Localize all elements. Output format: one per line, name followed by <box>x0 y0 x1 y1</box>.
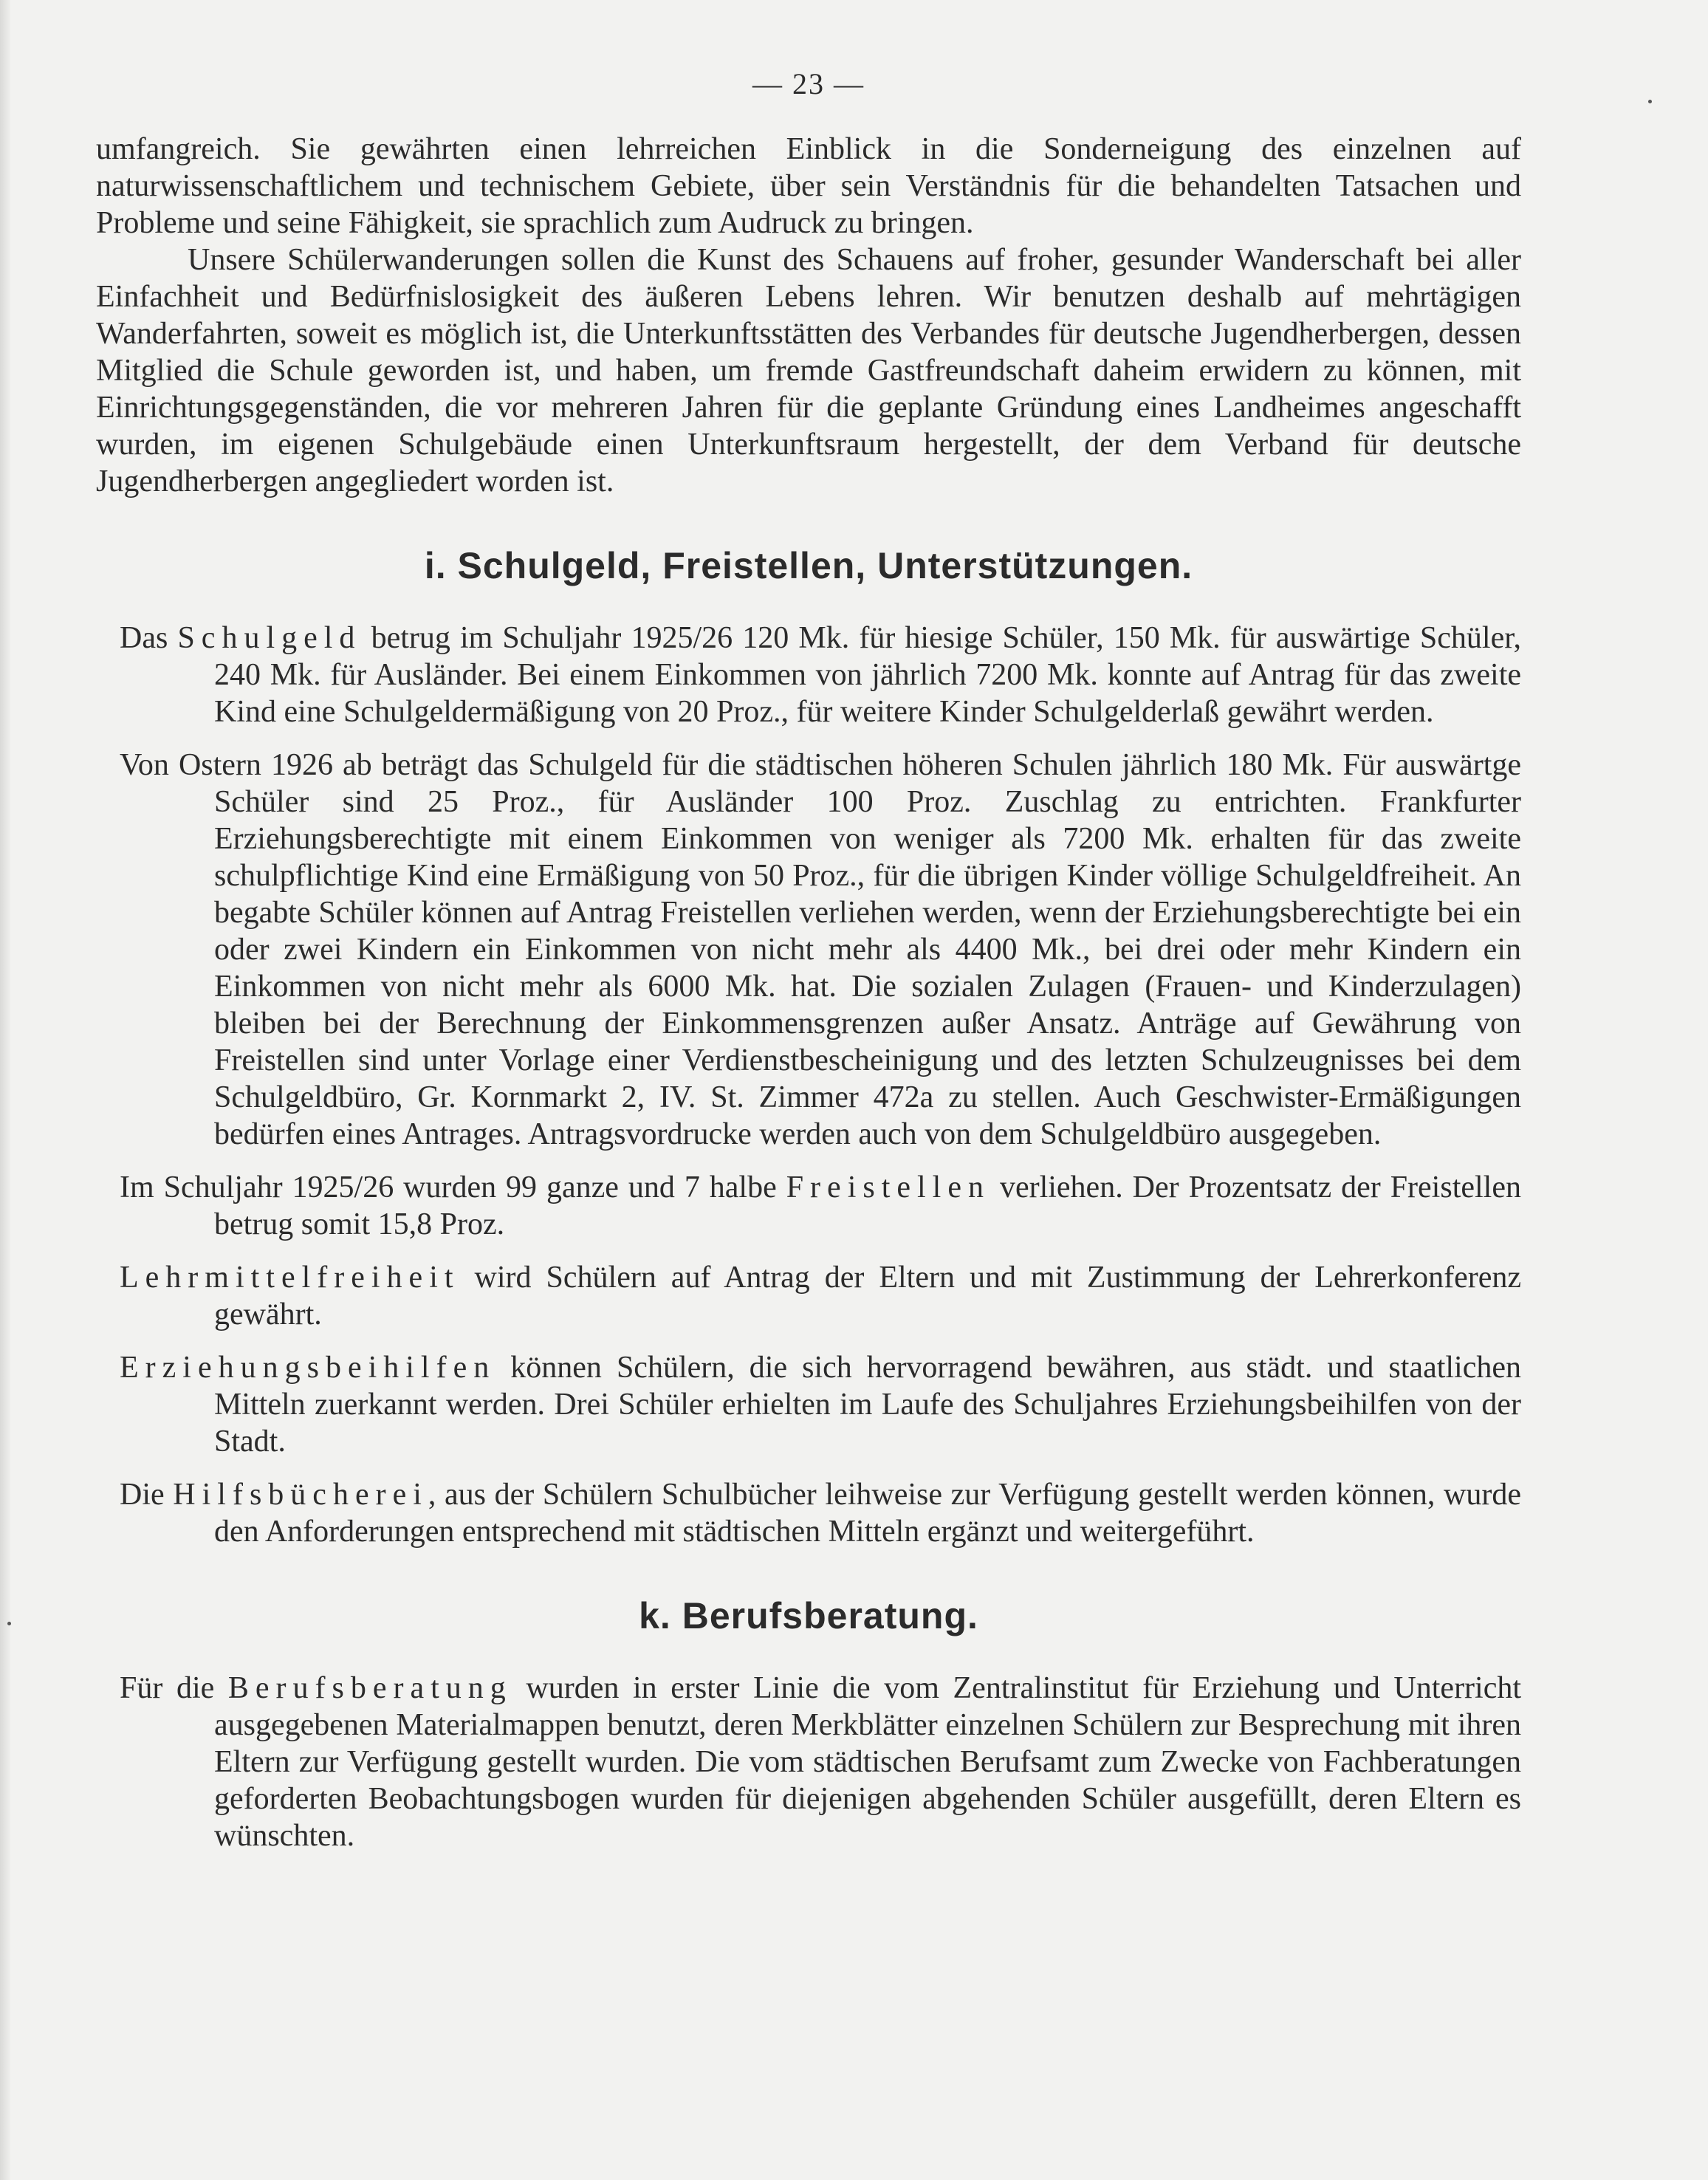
entry-term: Erziehungsbeihilfen <box>120 1351 496 1385</box>
entry-term: Hilfsbücherei <box>173 1478 428 1512</box>
entry-text: betrug im Schuljahr 1925/26 120 Mk. für hiesige Schüler, 150 Mk. für auswärtige Schüler, 240 Mk. für Ausländer. Bei einem Einkommen von jährlich 7200 Mk. konnte auf Antrag für das zweite Kind eine Schulgeldermäßigung von 20 Proz., für weitere Kinder Schulgelderlaß gewährt werden. <box>214 621 1522 729</box>
entry-text: verliehen. Der Prozentsatz der Freistellen betrug somit 15,8 Proz. <box>214 1170 1521 1241</box>
entry-prefix: Das <box>120 621 168 655</box>
entry-text: wurden in erster Linie die vom Zentralinstitut für Erziehung und Unterricht ausgegebenen Materialmappen benutzt, deren Merkblätter einzelnen Schülern zur Besprechung mit ihren Eltern zur Verfügung gestellt wurden. Die vom städtischen Berufsamt zum Zwecke von Fachberatungen geforderten Beobachtungsbogen wurden für diejenigen abgehenden Schüler ausgefüllt, deren Eltern es wünschten. <box>214 1671 1522 1853</box>
entry-term: Berufsberatung <box>227 1671 512 1705</box>
page-edge <box>0 0 10 2180</box>
tuition-entry <box>111 620 1521 730</box>
career-guidance-entry <box>111 1670 1521 1854</box>
scan-speck <box>1648 100 1652 103</box>
entry-text: Von Ostern 1926 ab beträgt das Schulgeld für die städtischen höheren Schulen jährlich 180 Mk. Für auswärtge Schüler sind 25 Proz., für Ausländer 100 Proz. Zuschlag zu entrichten. Frankfurter Erziehungsberechtigte mit einem Einkommen von weniger als 7200 Mk. erhalten für das zweite schulpflichtige Kind eine Ermäßigung von 50 Proz., für die übrigen Kinder völlige Schulgeldfreiheit. An begabte Schüler können auf Antrag Freistellen verliehen werden, wenn der Erziehungsberechtigte bei ein oder zwei Kindern ein Einkommen von nicht mehr als 4400 Mk., bei drei oder mehr Kindern ein Einkommen von nicht mehr als 6000 Mk. hat. Die sozialen Zulagen (Frauen- und Kinderzulagen) bleiben bei der Berechnung der Einkommensgrenzen außer Ansatz. Anträge auf Gewährung von Freistellen sind unter Vorlage einer Verdienstbescheinigung und des letzten Schulzeugnisses bei dem Schulgeldbüro, Gr. Kornmarkt 2, IV. St. Zimmer 472a zu stellen. Auch Geschwister-Ermäßigungen bedürfen eines Antrages. Antragsvordrucke werden auch von dem Schulgeldbüro ausgegeben. <box>120 748 1521 1151</box>
section-i-heading: i. Schulgeld, Freistellen, Unterstützungen. <box>424 545 1193 586</box>
entry-term: Lehrmittelfreiheit <box>120 1261 460 1295</box>
intro-paragraph: umfangreich. Sie gewährten einen lehrreichen Einblick in die Sonderneigung des einzelnen auf naturwissenschaftlichem und technischem Gebiete, über sein Verständnis für die behandelten Tatsachen und Probleme und seine Fähigkeit, sie sprachlich zum Audruck zu bringen. <box>96 132 1521 240</box>
entry-text: wird Schülern auf Antrag der Eltern und mit Zustimmung der Lehrerkonferenz gewährt. <box>214 1261 1522 1331</box>
entry-prefix: Für die <box>120 1671 215 1705</box>
entry-term: Schulgeld <box>177 621 362 655</box>
hiking-paragraph: Unsere Schülerwanderungen sollen die Kunst des Schauens auf froher, gesunder Wanderschaft bei aller Einfachheit und Bedürfnislosigkeit des äußeren Lebens lehren. Wir benutzen deshalb auf mehrtägigen Wanderfahrten, soweit es möglich ist, die Unterkunftsstätten des Verbandes für deutsche Jugendherbergen, dessen Mitglied die Schule geworden ist, und haben, um fremde Gastfreundschaft daheim erwidern zu können, mit Einrichtungsgegenständen, die vor mehreren Jahren für die geplante Gründung eines Landheimes angeschafft wurden, im eigenen Schulgebäude einen Unterkunftsraum hergestellt, der dem Verband für deutsche Jugendherbergen angegliedert worden ist. <box>96 243 1521 498</box>
tuition-1926-entry <box>111 747 1521 1153</box>
education-grants-entry <box>111 1349 1521 1460</box>
entry-prefix: Die <box>120 1478 165 1512</box>
page-number: — 23 — <box>752 67 865 100</box>
aid-library-entry <box>111 1476 1521 1550</box>
entry-text: , aus der Schülern Schulbücher leihweise zur Verfügung gestellt werden können, wurde den Anforderungen entsprechend mit städtischen Mitteln ergänzt und weitergeführt. <box>214 1478 1522 1549</box>
section-k-heading: k. Berufsberatung. <box>639 1595 978 1636</box>
entry-prefix: Im Schuljahr 1925/26 wurden 99 ganze und 7 halbe <box>120 1170 777 1204</box>
teaching-materials-entry <box>111 1259 1521 1333</box>
entry-text: können Schülern, die sich hervorragend bewähren, aus städt. und staatlichen Mitteln zuerkannt werden. Drei Schüler erhielten im Laufe des Schuljahres Erziehungsbeihilfen von der Stadt. <box>214 1351 1522 1459</box>
scan-speck <box>7 1622 11 1625</box>
entry-term: Freistellen <box>786 1170 990 1204</box>
document-page <box>96 66 1521 1871</box>
free-places-entry <box>111 1169 1521 1243</box>
